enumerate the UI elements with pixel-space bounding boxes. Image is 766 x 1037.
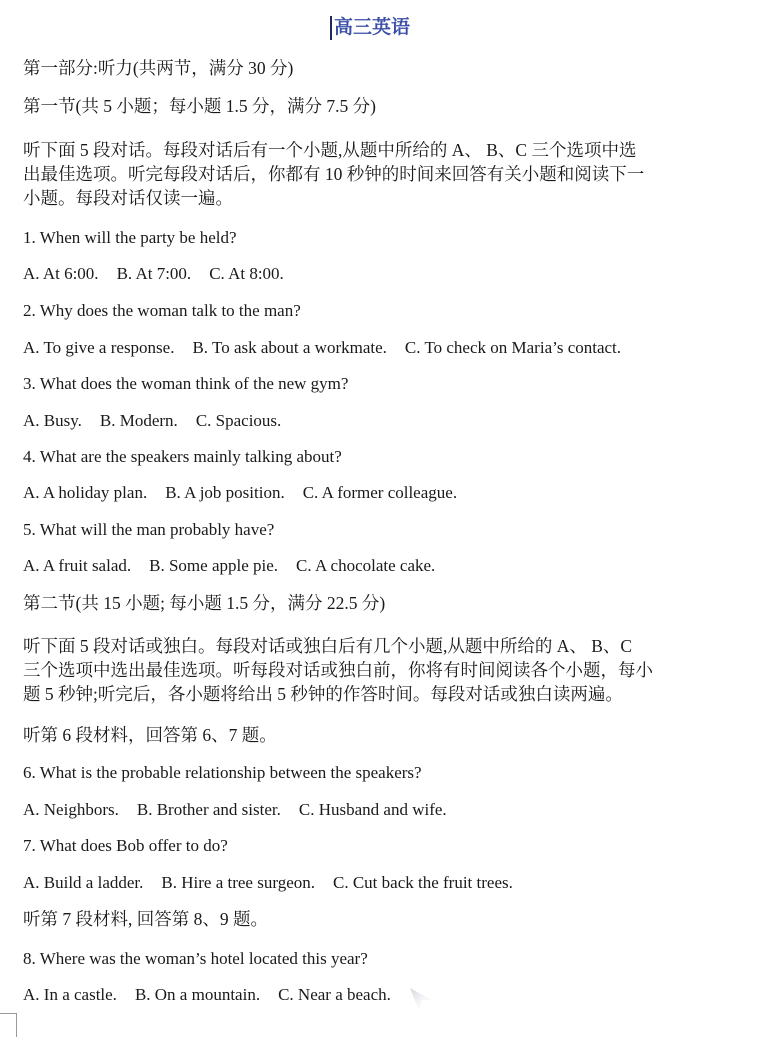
question-8: 8. Where was the woman’s hotel located this year? xyxy=(23,949,368,968)
option-c: C. A former colleague. xyxy=(302,483,458,502)
question-4-options xyxy=(23,483,457,503)
question-1: 1. When will the party be held? xyxy=(23,228,237,247)
option-a: A. A fruit salad. xyxy=(23,556,132,575)
question-7-options xyxy=(23,873,513,893)
question-7: 7. What does Bob offer to do? xyxy=(23,836,228,855)
page-corner-mark xyxy=(0,1013,17,1030)
option-a: A. In a castle. xyxy=(23,985,117,1004)
option-b: B. To ask about a workmate. xyxy=(192,338,387,357)
option-c: C. To check on Maria’s contact. xyxy=(404,338,622,357)
option-c: C. Cut back the fruit trees. xyxy=(333,873,513,892)
question-1-options xyxy=(23,264,284,284)
material-7-heading: 听第 7 段材料, 回答第 8、9 题。 xyxy=(23,909,268,929)
option-a: A. At 6:00. xyxy=(23,264,99,283)
document-title: 高三英语 xyxy=(330,16,410,40)
option-c: C. Spacious. xyxy=(195,411,282,430)
option-a: A. To give a response. xyxy=(23,338,175,357)
option-c: C. A chocolate cake. xyxy=(296,556,436,575)
question-3: 3. What does the woman think of the new gym? xyxy=(23,374,349,393)
question-6-options xyxy=(23,800,447,820)
option-a: A. Build a ladder. xyxy=(23,873,144,892)
option-a: A. A holiday plan. xyxy=(23,483,148,502)
question-2: 2. Why does the woman talk to the man? xyxy=(23,301,301,320)
section1-instruction-line: 出最佳选项。听完每段对话后，你都有 10 秒钟的时间来回答有关小题和阅读下一 xyxy=(23,164,645,184)
option-c: C. Husband and wife. xyxy=(298,800,447,819)
question-8-options xyxy=(23,985,391,1005)
option-c: C. At 8:00. xyxy=(209,264,284,283)
option-b: B. Modern. xyxy=(99,411,178,430)
section2-heading: 第二节(共 15 小题; 每小题 1.5 分，满分 22.5 分) xyxy=(23,593,386,613)
question-4: 4. What are the speakers mainly talking about? xyxy=(23,447,342,466)
question-2-options xyxy=(23,338,621,358)
question-5-options xyxy=(23,556,435,576)
page-margin-mark xyxy=(16,1013,23,1037)
option-b: B. Some apple pie. xyxy=(149,556,279,575)
section2-instruction-line: 题 5 秒钟;听完后，各小题将给出 5 秒钟的作答时间。每段对话或独白读两遍。 xyxy=(23,684,623,704)
option-a: A. Busy. xyxy=(23,411,82,430)
section1-instruction-line: 听下面 5 段对话。每段对话后有一个小题,从题中所给的 A、 B、C 三个选项中选 xyxy=(23,140,637,160)
option-b: B. At 7:00. xyxy=(116,264,192,283)
option-b: B. On a mountain. xyxy=(134,985,261,1004)
part1-heading: 第一部分:听力(共两节，满分 30 分) xyxy=(23,58,294,78)
option-b: B. Hire a tree surgeon. xyxy=(161,873,315,892)
question-3-options xyxy=(23,411,281,431)
section2-instruction-line: 听下面 5 段对话或独白。每段对话或独白后有几个小题,从题中所给的 A、 B、C xyxy=(23,636,633,656)
section1-heading: 第一节(共 5 小题；每小题 1.5 分，满分 7.5 分) xyxy=(23,96,376,116)
question-5: 5. What will the man probably have? xyxy=(23,520,275,539)
option-b: B. Brother and sister. xyxy=(136,800,281,819)
option-c: C. Near a beach. xyxy=(278,985,391,1004)
option-a: A. Neighbors. xyxy=(23,800,119,819)
material-6-heading: 听第 6 段材料，回答第 6、7 题。 xyxy=(23,725,277,745)
section1-instruction-line: 小题。每段对话仅读一遍。 xyxy=(23,188,233,208)
section2-instruction-line: 三个选项中选出最佳选项。听每段对话或独白前，你将有时间阅读各个小题，每小 xyxy=(23,660,653,680)
question-6: 6. What is the probable relationship between the speakers? xyxy=(23,763,422,782)
option-b: B. A job position. xyxy=(165,483,285,502)
